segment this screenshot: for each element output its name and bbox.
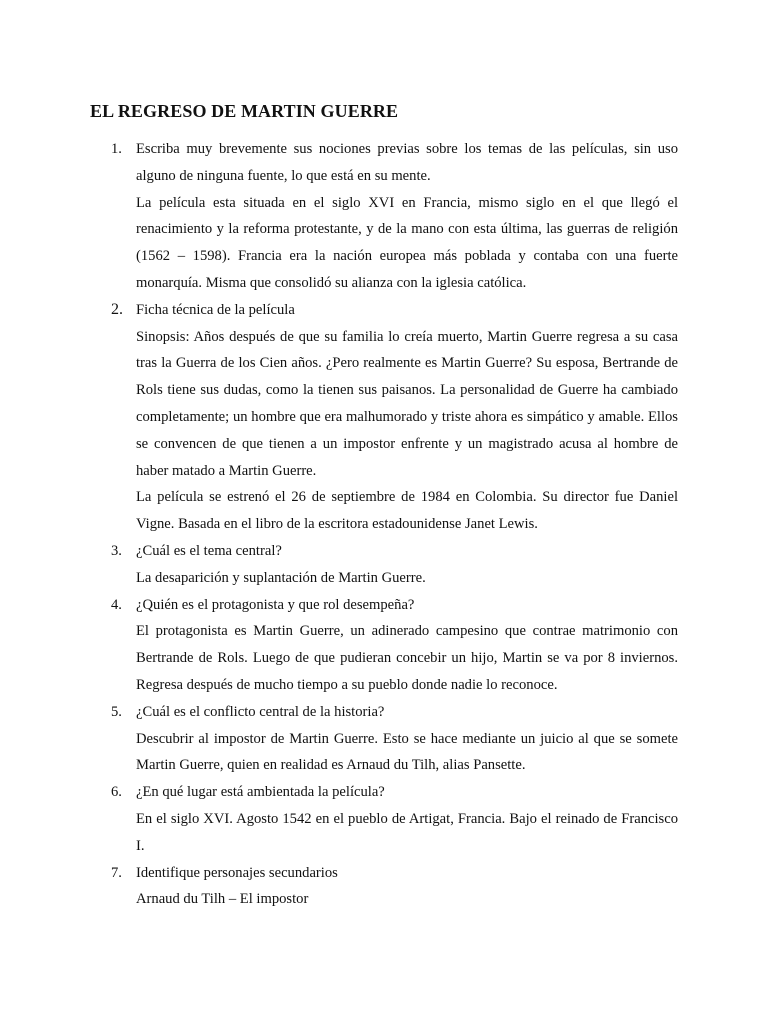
question-list — [100, 136, 678, 913]
question-text: ¿Cuál es el conflicto central de la historia? — [136, 703, 385, 720]
answer-paragraph: Sinopsis: Años después de que su familia lo creía muerto, Martin Guerre regresa a su casa tras la Guerra de los Cien años. ¿Pero realmente es Martin Guerre? Su esposa, Bertrande de Rols tiene sus dudas, como la tienen sus paisanos. La personalidad de Guerre ha cambiado completamente; un hombre que era malhumorado y triste ahora es simpático y amable. Ellos se convencen de que tienen a un impostor enfrente y un magistrado acusa al hombre de haber matado a Martin Guerre. — [136, 328, 678, 479]
answer-paragraph: Arnaud du Tilh – El impostor — [136, 891, 309, 908]
answer-paragraph: La película esta situada en el siglo XVI en Francia, mismo siglo en el que llegó el renacimiento y la reforma protestante, y de la mano con esta última, las guerras de religión (1562 – 1598). Francia era la nación europea más poblada y contaba con una fuerte monarquía. Misma que consolidó su alianza con la iglesia católica. — [136, 194, 678, 291]
document-title: EL REGRESO DE MARTIN GUERRE — [90, 101, 399, 121]
item-number: 4. — [111, 596, 122, 613]
answer-paragraph: El protagonista es Martin Guerre, un adinerado campesino que contrae matrimonio con Bertrande de Rols. Luego de que pudieran concebir un hijo, Martin se va por 8 inviernos. Regresa después de mucho tiempo a su pueblo donde nadie lo reconoce. — [136, 623, 678, 693]
list-item-7 — [100, 860, 678, 914]
answer-paragraph: Descubrir al impostor de Martin Guerre. Esto se hace mediante un juicio al que se somete Martin Guerre, quien en realidad es Arnaud du Tilh, alias Pansette. — [136, 730, 678, 774]
list-item-3 — [100, 538, 678, 592]
list-item-2 — [100, 297, 678, 538]
item-number: 6. — [111, 784, 122, 801]
item-number: 3. — [111, 542, 122, 559]
answer-paragraph: La desaparición y suplantación de Martin Guerre. — [136, 569, 426, 586]
item-number: 7. — [111, 864, 122, 881]
list-item-1 — [100, 136, 678, 297]
answer-paragraph: La película se estrenó el 26 de septiembre de 1984 en Colombia. Su director fue Daniel Vigne. Basada en el libro de la escritora estadounidense Janet Lewis. — [136, 489, 678, 533]
item-number: 1. — [111, 141, 122, 157]
list-item-6 — [100, 779, 678, 859]
question-text: Escriba muy brevemente sus nociones previas sobre los temas de las películas, sin uso alguno de ninguna fuente, lo que está en su mente. — [136, 141, 678, 184]
answer-paragraph: En el siglo XVI. Agosto 1542 en el pueblo de Artigat, Francia. Bajo el reinado de Francisco I. — [136, 810, 678, 854]
question-text: Identifique personajes secundarios — [136, 864, 338, 881]
list-item-4 — [100, 592, 678, 699]
question-text: Ficha técnica de la película — [136, 301, 295, 318]
item-number: 5. — [111, 703, 122, 720]
question-text: ¿Quién es el protagonista y que rol desempeña? — [136, 596, 415, 613]
question-text: ¿En qué lugar está ambientada la película? — [136, 784, 385, 801]
question-text: ¿Cuál es el tema central? — [136, 542, 282, 559]
item-number: 2. — [111, 300, 123, 318]
list-item-5 — [100, 699, 678, 779]
